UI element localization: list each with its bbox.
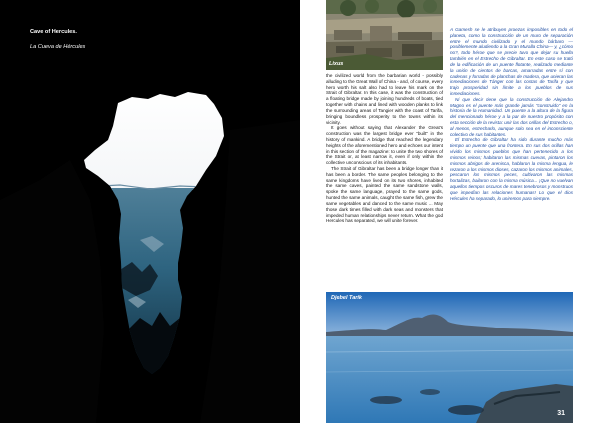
spanish-paragraph: A Gamesh se le atribuyen proezas imposibles en todo el planeta, como la construcción de un muro de separación entre el mundo civilizado y el mundo bárbaro —posiblemente aludiendo a la Gran Muralla China— y, ¿cómo no?, todo héroe que se precie tuvo que dejar su huella también en el Estrecho de Gibraltar. En este caso se trató de la edificación de un puente flotante, realizado mediante la unión de cientos de barcas, amarradas entre sí con cadenas y forradas de planchas de madera, que unieran las inmediaciones de Tánger con las costas de Tarifa y que trajo prosperidad sin límite a los pueblos de sus inmediaciones. (450, 27, 573, 96)
page-number: 31 (557, 410, 565, 417)
english-paragraph: The Strait of Gibraltar has been a bridge longer than it has been a border. The same peoples belonging to the same kingdoms have lived on its two shores, inhabited the same caves, painted the same sandstone walls, spoke the same language, prayed to the same gods, hunted the same animals, caught the same fish, grew the same vegetables and danced to the same music ... May those dark times filled with dark seas and monsters that impeded human relationships never return. What the god Hercules has separated, we will unite forever. (326, 166, 443, 224)
caption-english: Cave of Hercules. (30, 29, 77, 35)
lixus-ruins-photo (326, 0, 443, 70)
lixus-photo-label: Lixus (329, 61, 344, 67)
english-text-column (326, 73, 443, 224)
lixus-ruins-illustration (326, 0, 443, 70)
djebel-tarik-photo (326, 292, 573, 423)
spanish-paragraph: Ni que decir tiene que la construcción de Alejandro Magno es el puente más grande jamás "construido" en la historia de la Humanidad. Un puente a la altura de la figura del mencionado héroe y a la par de nuestro propósito con esta sección de la revista: unir las dos orillas del Estrecho o, al menos, estrecharlo, aunque solo sea en el inconsciente colectivo de sus habitantes. (450, 96, 573, 137)
spanish-paragraph: El Estrecho de Gibraltar ha sido durante mucho más tiempo un puente que una frontera. En sus dos orillas han vivido los mismos pueblos que han pertenecido a los mismos reinos; habitaron las mismas cuevas, pintaron los mismos abrigos de arenisca, hablaron la misma lengua, le rezaron a los mismos dioses, cazaron los mismos animales, pescaron los mismos peces, cultivaron las mismas hortalizas, bailaron con la misma música... ¡Que no vuelvan aquellos tiempos oscuros de mares tenebrosos y monstruos que impedían las relaciones humanas! Lo que el dios Hércules ha separado, lo uniremos para siempre. (450, 137, 573, 201)
english-paragraph: the civilized world from the barbarian world - possibly alluding to the Great Wall of China - and, of course, every hero worth his salt also had to leave his mark on the Strait of Gibraltar. In this case, it was the construction of a floating bridge made by joining hundreds of boats, tied together with chains and lined with wooden planks to link the surrounding areas of Tangier with the coast of Tarifa, bringing boundless prosperity to the towns within its vicinity. (326, 73, 443, 125)
english-paragraph: It goes without saying that Alexander the Great's construction was the largest bridge ever "built" in the history of mankind. A bridge that reached the legendary heights of the aforementioned hero and echoes our intent in this section of the magazine: to unite the two shores of the Strait or, at least narrow it, even if only within the collective unconscious of its inhabitants. (326, 125, 443, 166)
caption-spanish: La Cueva de Hércules (30, 44, 86, 50)
right-page (300, 0, 600, 423)
djebel-tarik-illustration (326, 292, 573, 423)
djebel-tarik-label: Djebel Tarik (331, 295, 362, 301)
spanish-text-column (450, 27, 573, 201)
